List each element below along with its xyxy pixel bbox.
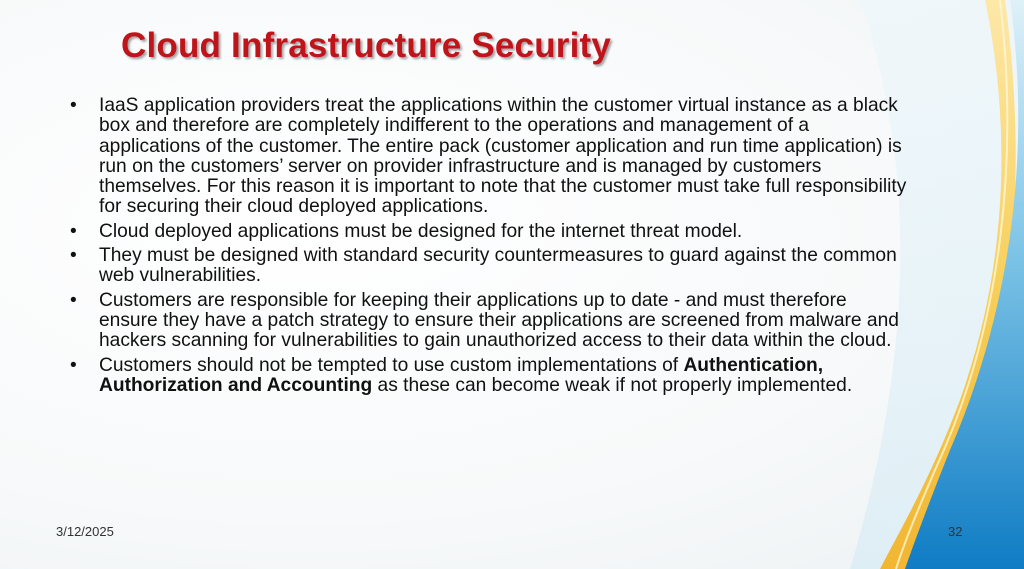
bullet-text-before: Customers should not be tempted to use custom implementations of	[99, 354, 684, 376]
bullet-marker: •	[70, 289, 77, 311]
page-number: 32	[948, 524, 963, 539]
footer-date: 3/12/2025	[56, 524, 114, 539]
bullet-marker: •	[70, 245, 77, 267]
slide-title: Cloud Infrastructure Security	[121, 26, 612, 65]
bullet-item	[70, 356, 910, 397]
bullet-marker: •	[70, 354, 77, 376]
bullet-list	[70, 96, 910, 400]
bullet-marker: •	[70, 220, 77, 242]
bullet-item	[70, 291, 910, 352]
bullet-text-bold: Authentication, Authorization and Accounting	[99, 354, 824, 396]
bullet-item	[70, 96, 910, 218]
bullet-text: IaaS application providers treat the applications within the customer virtual instance as a black box and therefore are completely indifferent to the operations and management of a applications of the customer. The entire pack (customer application and run time application) is run on the customers’ server on provider infrastructure and is managed by customers themselves. For this reason it is important to note that the customer must take full responsibility for securing their cloud deployed applications.	[99, 95, 907, 218]
bullet-text: Cloud deployed applications must be designed for the internet threat model.	[99, 220, 743, 242]
bullet-text	[99, 355, 852, 396]
bullet-text: Customers are responsible for keeping their applications up to date - and must therefore ensure they have a patch strategy to ensure their applications are screened from malware and hackers scanning for vulnerabilities to gain unauthorized access to their data within the cloud.	[99, 289, 899, 352]
bullet-item	[70, 222, 910, 242]
bullet-text: They must be designed with standard security countermeasures to guard against the common web vulnerabilities.	[99, 245, 897, 287]
bullet-text-after: as these can become weak if not properly implemented.	[372, 374, 853, 396]
bullet-marker: •	[70, 95, 77, 116]
bullet-item	[70, 246, 910, 287]
